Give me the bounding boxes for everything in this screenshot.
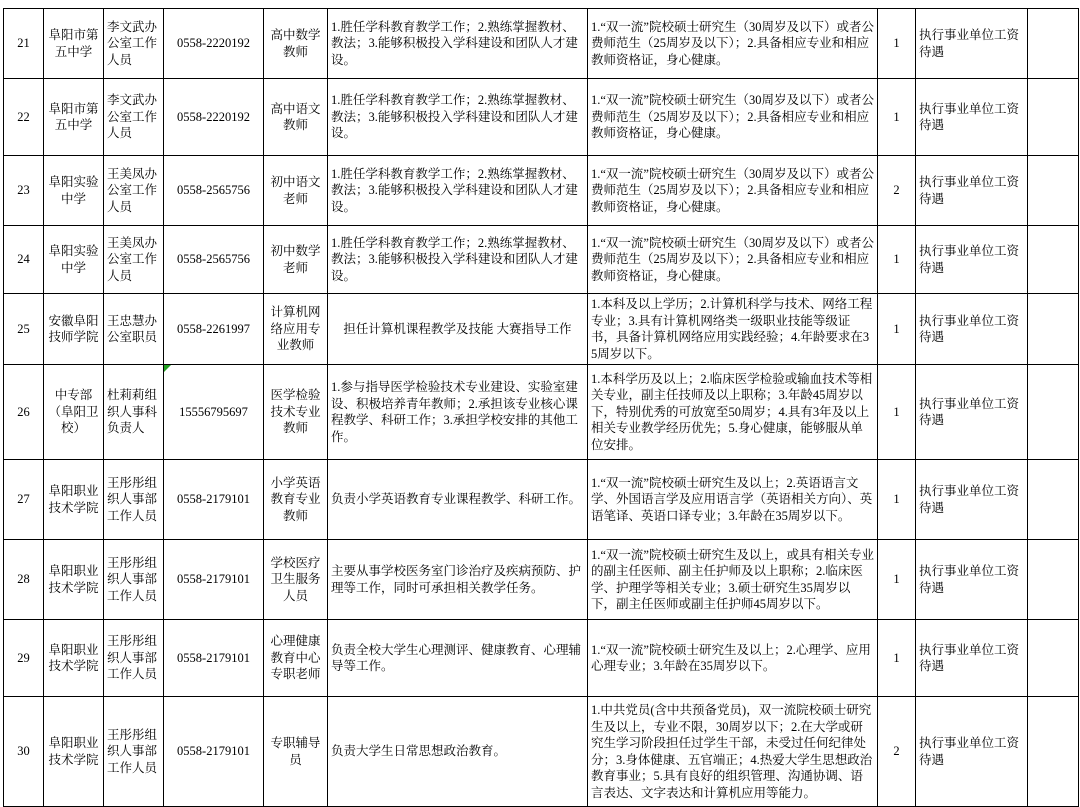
row-count-cell: 1 [878,540,916,620]
row-unit-cell: 阜阳职业技术学院 [44,697,104,807]
row-count-cell: 2 [878,697,916,807]
row-extra-cell [1028,9,1079,79]
row-extra-cell [1028,365,1079,460]
row-requirements-cell: 1.“双一流”院校硕士研究生及以上；2.心理学、应用心理专业；3.年龄在35周岁以下。 [588,620,878,697]
row-phone-cell: 0558-2179101 [164,697,264,807]
row-requirements-cell: 1.本科及以上学历；2.计算机科学与技术、网络工程专业；3.具有计算机网络类一级职业技能等级证书，具备计算机网络应用实践经验；4.年龄要求在35周岁以下。 [588,294,878,365]
row-extra-cell [1028,620,1079,697]
row-phone-cell: 15556795697 [164,365,264,460]
recruitment-table [3,8,1079,807]
row-seq-cell: 22 [4,79,44,156]
row-salary-cell: 执行事业单位工资待遇 [916,460,1028,540]
row-duties-cell: 1.胜任学科教育教学工作；2.熟练掌握教材、教法；3.能够积极投入学科建设和团队人才建设。 [328,9,588,79]
row-phone-cell: 0558-2179101 [164,460,264,540]
row-extra-cell [1028,294,1079,365]
row-position-cell: 小学英语教育专业教师 [264,460,328,540]
row-count-cell: 1 [878,620,916,697]
row-requirements-cell: 1.“双一流”院校硕士研究生（30周岁及以下）或者公费师范生（25周岁及以下）；2.具备相应专业和相应教师资格证，身心健康。 [588,79,878,156]
row-contact-cell: 杜莉莉组织人事科负责人 [104,365,164,460]
row-duties-cell: 负责大学生日常思想政治教育。 [328,697,588,807]
row-unit-cell: 阜阳职业技术学院 [44,540,104,620]
row-duties-cell: 1.胜任学科教育教学工作；2.熟练掌握教材、教法；3.能够积极投入学科建设和团队人才建设。 [328,156,588,226]
row-unit-cell: 中专部（阜阳卫校） [44,365,104,460]
row-seq-cell: 23 [4,156,44,226]
table-row [4,226,1079,294]
row-contact-cell: 王彤彤组织人事部工作人员 [104,460,164,540]
row-position-cell: 高中数学教师 [264,9,328,79]
table-row [4,365,1079,460]
row-count-cell: 1 [878,79,916,156]
row-requirements-cell: 1.本科学历及以上；2.临床医学检验或输血技术等相关专业，副主任技师及以上职称；3.年龄45周岁以下，特别优秀的可放宽至50周岁；4.具有3年及以上相关专业教学经历优先；5.身心健康，能够服从单位安排。 [588,365,878,460]
row-requirements-cell: 1.“双一流”院校硕士研究生及以上；2.英语语言文学、外国语言学及应用语言学（英语相关方向）、英语笔译、英语口译专业；3.年龄在35周岁以下。 [588,460,878,540]
table-row [4,156,1079,226]
row-extra-cell [1028,540,1079,620]
dirty-cell-marker-icon [164,365,171,372]
row-contact-cell: 王彤彤组织人事部工作人员 [104,620,164,697]
row-duties-cell: 1.参与指导医学检验技术专业建设、实验室建设、积极培养青年教师；2.承担该专业核心课程教学、科研工作；3.承担学校安排的其他工作。 [328,365,588,460]
row-duties-cell: 担任计算机课程教学及技能 大赛指导工作 [328,294,588,365]
row-count-cell: 2 [878,156,916,226]
row-position-cell: 专职辅导员 [264,697,328,807]
row-extra-cell [1028,460,1079,540]
row-position-cell: 初中语文老师 [264,156,328,226]
row-seq-cell: 26 [4,365,44,460]
row-phone-cell: 0558-2565756 [164,226,264,294]
table-row [4,460,1079,540]
row-salary-cell: 执行事业单位工资待遇 [916,697,1028,807]
row-requirements-cell: 1.“双一流”院校硕士研究生及以上，或具有相关专业的副主任医师、副主任护师及以上职称；2.临床医学、护理学等相关专业；3.硕士研究生35周岁以下，副主任医师或副主任护师45周岁以下。 [588,540,878,620]
row-contact-cell: 李文武办公室工作人员 [104,79,164,156]
row-extra-cell [1028,697,1079,807]
row-extra-cell [1028,79,1079,156]
row-extra-cell [1028,156,1079,226]
row-salary-cell: 执行事业单位工资待遇 [916,156,1028,226]
row-duties-cell: 1.胜任学科教育教学工作；2.熟练掌握教材、教法；3.能够积极投入学科建设和团队人才建设。 [328,226,588,294]
row-count-cell: 1 [878,460,916,540]
row-seq-cell: 21 [4,9,44,79]
row-extra-cell [1028,226,1079,294]
table-row [4,620,1079,697]
row-position-cell: 心理健康教育中心专职老师 [264,620,328,697]
row-phone-cell: 0558-2179101 [164,620,264,697]
row-unit-cell: 阜阳市第五中学 [44,9,104,79]
table-row [4,540,1079,620]
row-seq-cell: 28 [4,540,44,620]
row-unit-cell: 阜阳职业技术学院 [44,460,104,540]
row-salary-cell: 执行事业单位工资待遇 [916,294,1028,365]
row-contact-cell: 王忠慧办公室职员 [104,294,164,365]
row-contact-cell: 王美凤办公室工作人员 [104,226,164,294]
row-duties-cell: 负责全校大学生心理测评、健康教育、心理辅导等工作。 [328,620,588,697]
row-phone-cell: 0558-2565756 [164,156,264,226]
row-unit-cell: 安徽阜阳技师学院 [44,294,104,365]
row-salary-cell: 执行事业单位工资待遇 [916,226,1028,294]
row-salary-cell: 执行事业单位工资待遇 [916,365,1028,460]
row-contact-cell: 王彤彤组织人事部工作人员 [104,697,164,807]
row-seq-cell: 24 [4,226,44,294]
row-unit-cell: 阜阳实验中学 [44,156,104,226]
row-duties-cell: 1.胜任学科教育教学工作；2.熟练掌握教材、教法；3.能够积极投入学科建设和团队人才建设。 [328,79,588,156]
row-unit-cell: 阜阳实验中学 [44,226,104,294]
row-contact-cell: 王彤彤组织人事部工作人员 [104,540,164,620]
row-requirements-cell: 1.中共党员(含中共预备党员)，双一流院校硕士研究生及以上，专业不限，30周岁以下；2.在大学或研究生学习阶段担任过学生干部，未受过任何纪律处分；3.身体健康、五官端正；4.热爱大学生思想政治教育事业；5.具有良好的组织管理、沟通协调、语言表达、文字表达和计算机应用等能力。 [588,697,878,807]
row-contact-cell: 李文武办公室工作人员 [104,9,164,79]
row-count-cell: 1 [878,9,916,79]
row-salary-cell: 执行事业单位工资待遇 [916,620,1028,697]
row-duties-cell: 负责小学英语教育专业课程教学、科研工作。 [328,460,588,540]
row-position-cell: 医学检验技术专业教师 [264,365,328,460]
row-count-cell: 1 [878,294,916,365]
row-contact-cell: 王美凤办公室工作人员 [104,156,164,226]
row-seq-cell: 27 [4,460,44,540]
row-salary-cell: 执行事业单位工资待遇 [916,9,1028,79]
table-row [4,697,1079,807]
job-table-body [4,9,1079,807]
row-seq-cell: 29 [4,620,44,697]
row-unit-cell: 阜阳市第五中学 [44,79,104,156]
row-duties-cell: 主要从事学校医务室门诊治疗及疾病预防、护理等工作，同时可承担相关教学任务。 [328,540,588,620]
row-count-cell: 1 [878,226,916,294]
row-seq-cell: 30 [4,697,44,807]
row-requirements-cell: 1.“双一流”院校硕士研究生（30周岁及以下）或者公费师范生（25周岁及以下）；2.具备相应专业和相应教师资格证，身心健康。 [588,156,878,226]
row-unit-cell: 阜阳职业技术学院 [44,620,104,697]
table-row [4,294,1079,365]
table-row [4,9,1079,79]
row-seq-cell: 25 [4,294,44,365]
row-position-cell: 初中数学老师 [264,226,328,294]
row-position-cell: 高中语文教师 [264,79,328,156]
row-salary-cell: 执行事业单位工资待遇 [916,79,1028,156]
table-row [4,79,1079,156]
row-phone-cell: 0558-2220192 [164,79,264,156]
row-position-cell: 学校医疗卫生服务人员 [264,540,328,620]
row-phone-cell: 0558-2179101 [164,540,264,620]
row-phone-cell: 0558-2220192 [164,9,264,79]
row-requirements-cell: 1.“双一流”院校硕士研究生（30周岁及以下）或者公费师范生（25周岁及以下）；2.具备相应专业和相应教师资格证，身心健康。 [588,226,878,294]
row-position-cell: 计算机网络应用专业教师 [264,294,328,365]
row-phone-cell: 0558-2261997 [164,294,264,365]
row-count-cell: 1 [878,365,916,460]
row-salary-cell: 执行事业单位工资待遇 [916,540,1028,620]
row-requirements-cell: 1.“双一流”院校硕士研究生（30周岁及以下）或者公费师范生（25周岁及以下）；2.具备相应专业和相应教师资格证，身心健康。 [588,9,878,79]
